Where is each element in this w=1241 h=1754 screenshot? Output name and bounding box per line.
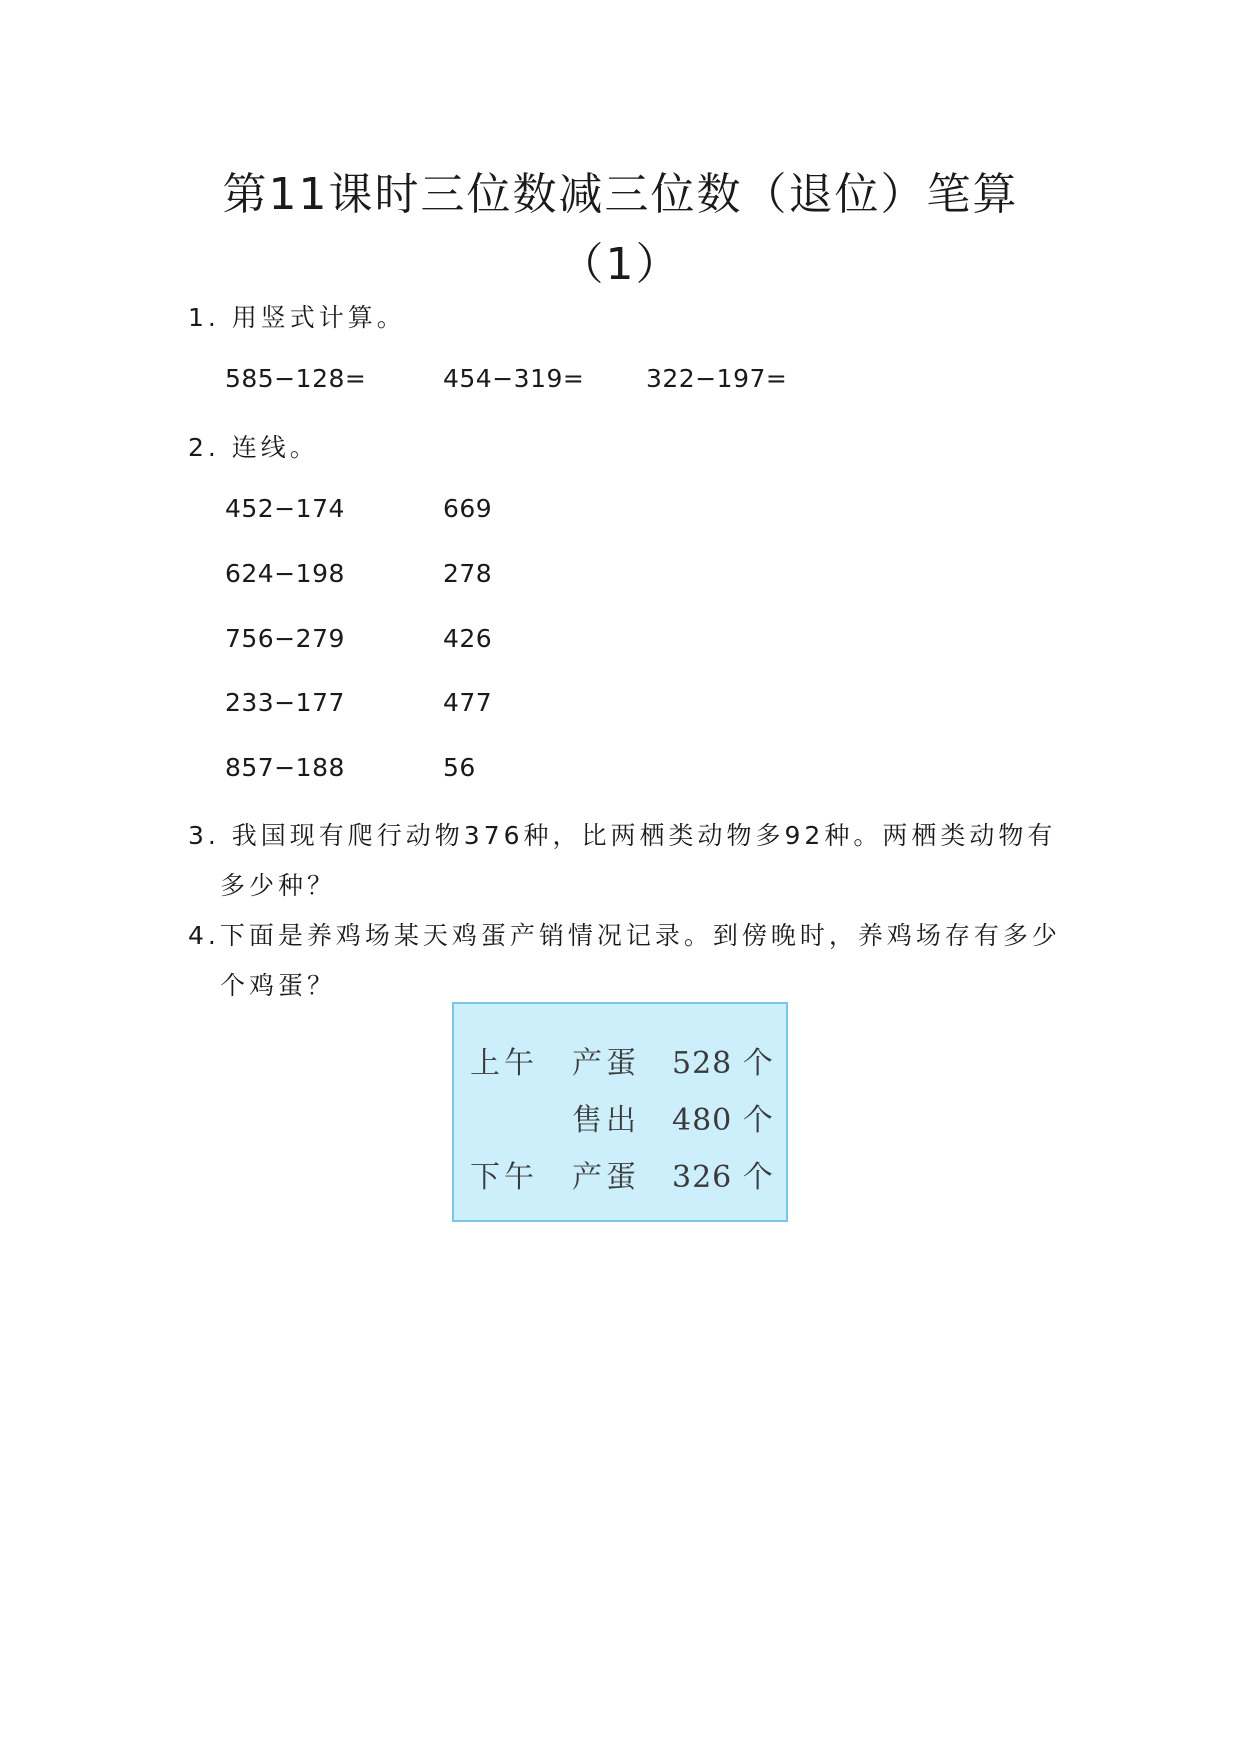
question-1-label: 1. 用竖式计算。	[188, 303, 406, 332]
match-right-item: 477	[443, 688, 493, 717]
egg-record-table	[452, 1002, 788, 1222]
expression: 585−128=	[225, 364, 367, 393]
expression: 322−197=	[646, 364, 788, 393]
row-period: 上午	[470, 1046, 538, 1081]
match-right-item: 278	[443, 559, 493, 588]
row-amount: 326 个	[672, 1160, 774, 1195]
row-period: 下午	[470, 1160, 538, 1195]
match-left-item: 233−177	[225, 688, 345, 717]
match-right-item: 426	[443, 624, 493, 653]
match-right-item: 56	[443, 753, 476, 782]
row-amount: 528 个	[672, 1046, 774, 1081]
row-amount: 480 个	[672, 1103, 774, 1138]
page-title: 第11课时三位数减三位数（退位）笔算	[222, 169, 1019, 220]
question-4-line-continued: 个鸡蛋？	[220, 971, 337, 1000]
page-title-continued: （1）	[559, 239, 682, 290]
match-left-item: 857−188	[225, 753, 345, 782]
match-left-item: 452−174	[225, 494, 345, 523]
row-action: 售出	[572, 1103, 640, 1138]
question-3-line: 3. 我国现有爬行动物376种，比两栖类动物多92种。两栖类动物有	[188, 821, 1057, 850]
match-right-item: 669	[443, 494, 493, 523]
row-action: 产蛋	[572, 1046, 640, 1081]
match-left-item: 756−279	[225, 624, 345, 653]
match-left-item: 624−198	[225, 559, 345, 588]
question-3-line-continued: 多少种？	[220, 871, 337, 900]
question-4-line: 4.下面是养鸡场某天鸡蛋产销情况记录。到傍晚时，养鸡场存有多少	[188, 921, 1061, 950]
row-action: 产蛋	[572, 1160, 640, 1195]
question-2-label: 2. 连线。	[188, 433, 319, 462]
expression: 454−319=	[443, 364, 585, 393]
